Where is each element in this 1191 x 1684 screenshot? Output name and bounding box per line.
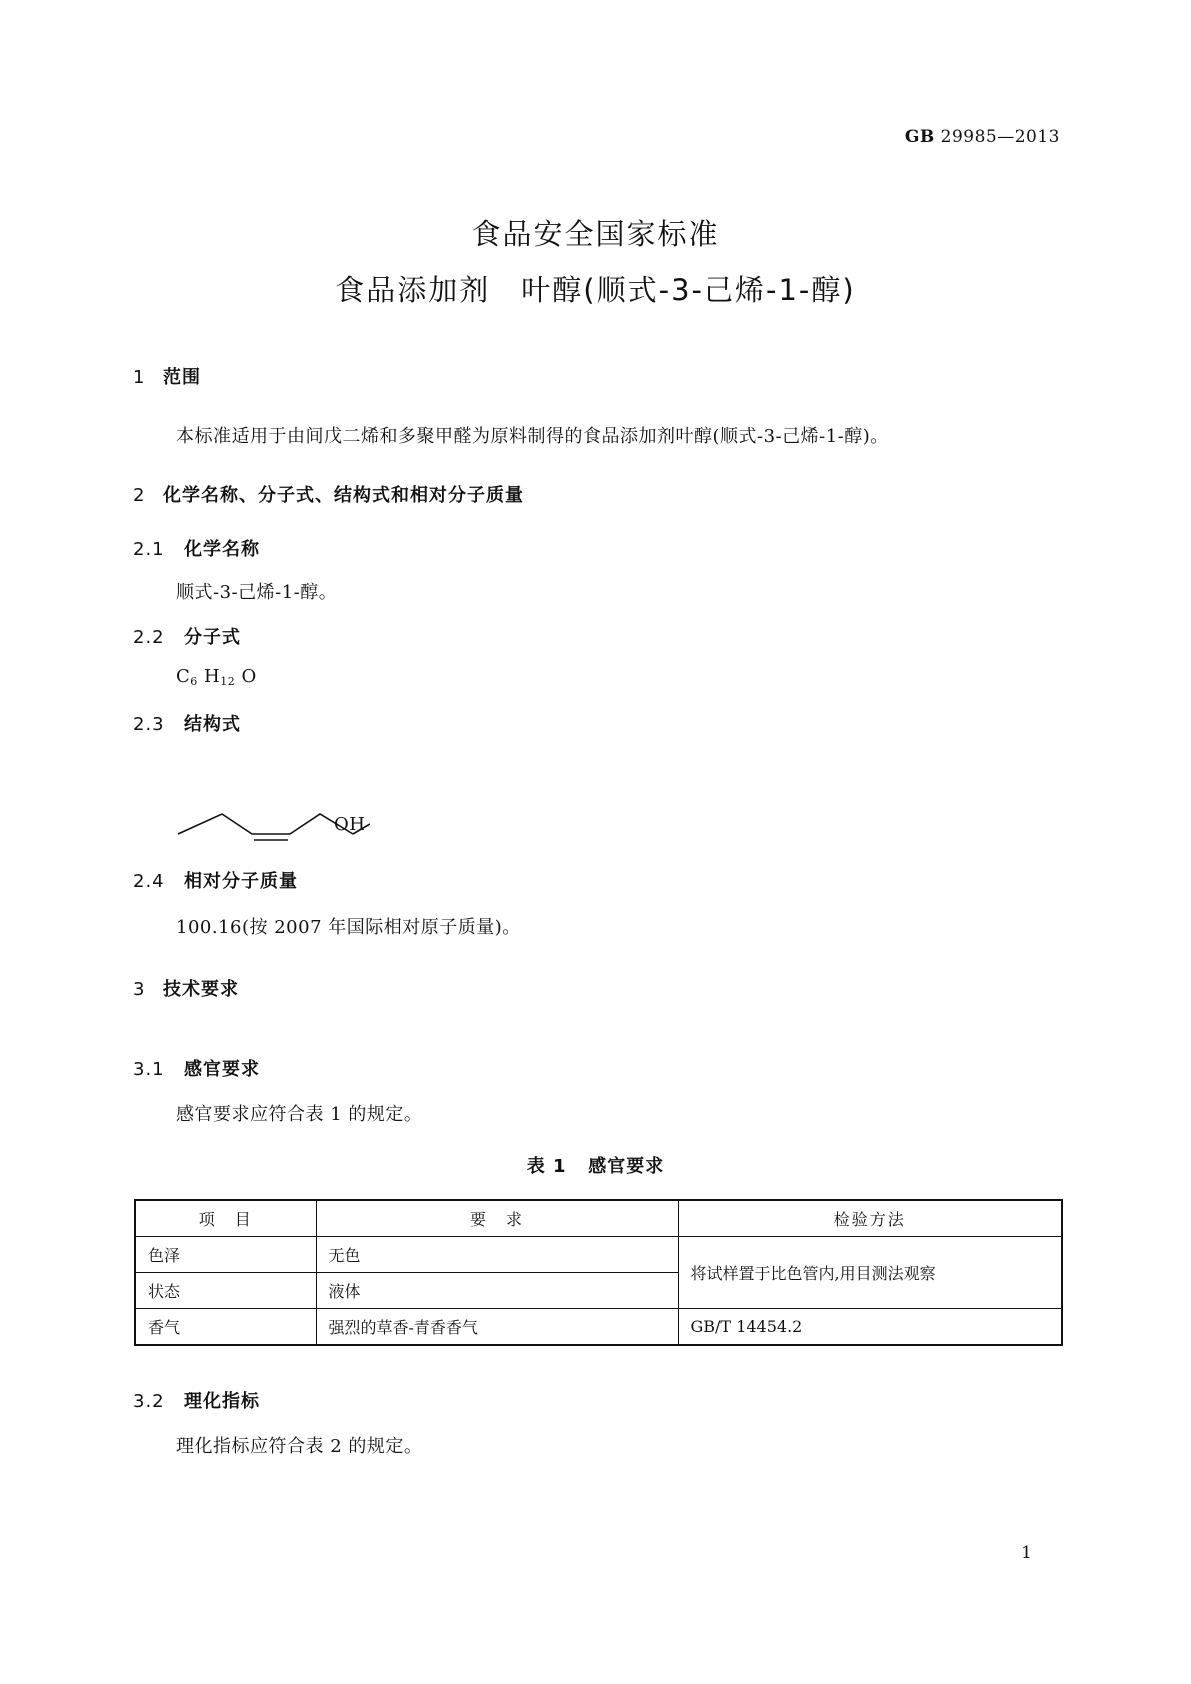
- section-3-2-heading: [133, 1387, 260, 1413]
- section-number: 2.1: [133, 539, 165, 560]
- molecular-formula: [176, 666, 257, 688]
- section-title: 化学名称、分子式、结构式和相对分子质量: [163, 485, 524, 506]
- formula-hydrogen-count: 12: [220, 675, 236, 688]
- section-title: 感官要求: [184, 1059, 260, 1080]
- header-requirement: 要 求: [316, 1200, 678, 1237]
- header-item: 项 目: [135, 1200, 316, 1237]
- sensory-requirements-table: [134, 1199, 1063, 1346]
- section-number: 2.3: [133, 714, 165, 735]
- section-number: 2: [133, 485, 146, 506]
- table-caption-title: 感官要求: [588, 1156, 665, 1177]
- section-title: 技术要求: [163, 979, 239, 1000]
- section-2-4-heading: [133, 867, 298, 893]
- section-number: 2.4: [133, 871, 165, 892]
- section-title: 理化指标: [184, 1391, 260, 1412]
- hydroxyl-label: OH: [334, 814, 366, 835]
- formula-carbon: C: [176, 666, 191, 687]
- cell-item: 状态: [135, 1273, 316, 1309]
- section-number: 1: [133, 367, 146, 388]
- section-title: 范围: [163, 367, 201, 388]
- cell-requirement: 强烈的草香-青香香气: [316, 1309, 678, 1346]
- section-3-1-heading: [133, 1055, 260, 1081]
- table-row: [135, 1309, 1062, 1346]
- cell-item: 色泽: [135, 1237, 316, 1273]
- document-title-line2: 食品添加剂 叶醇(顺式-3-己烯-1-醇): [335, 273, 856, 307]
- scope-paragraph: 本标准适用于由间戊二烯和多聚甲醛为原料制得的食品添加剂叶醇(顺式-3-己烯-1-醇)。: [176, 426, 889, 447]
- section-number: 2.2: [133, 627, 165, 648]
- physicochemical-text: 理化指标应符合表 2 的规定。: [176, 1436, 423, 1457]
- cell-method: GB/T 14454.2: [678, 1309, 1062, 1346]
- section-2-2-heading: [133, 623, 241, 649]
- chemical-name: 顺式-3-己烯-1-醇。: [176, 582, 338, 603]
- section-title: 化学名称: [184, 539, 260, 560]
- page-number: 1: [1021, 1543, 1032, 1563]
- sensory-requirement-text: 感官要求应符合表 1 的规定。: [176, 1104, 423, 1125]
- section-title: 结构式: [184, 714, 241, 735]
- section-3-heading: [133, 975, 239, 1001]
- formula-oxygen: O: [241, 666, 257, 687]
- header-method: 检验方法: [678, 1200, 1062, 1237]
- section-number: 3: [133, 979, 146, 1000]
- standard-code: 29985—2013: [940, 127, 1060, 147]
- section-title: 分子式: [184, 627, 241, 648]
- table-caption-number: 表 1: [526, 1156, 567, 1177]
- section-1-heading: [133, 363, 201, 389]
- section-2-3-heading: [133, 710, 241, 736]
- section-number: 3.2: [133, 1391, 165, 1412]
- standard-number: [905, 127, 1060, 147]
- section-2-heading: [133, 481, 524, 507]
- formula-carbon-count: 6: [190, 675, 198, 688]
- relative-molecular-mass: 100.16(按 2007 年国际相对原子质量)。: [176, 917, 521, 938]
- section-title: 相对分子质量: [184, 871, 298, 892]
- cell-requirement: 无色: [316, 1237, 678, 1273]
- carbon-chain: [178, 814, 353, 834]
- table-row: [135, 1237, 1062, 1273]
- table-header-row: [135, 1200, 1062, 1237]
- cell-method-merged: 将试样置于比色管内,用目测法观察: [678, 1237, 1062, 1309]
- cell-requirement: 液体: [316, 1273, 678, 1309]
- cell-item: 香气: [135, 1309, 316, 1346]
- section-number: 3.1: [133, 1059, 165, 1080]
- section-2-1-heading: [133, 535, 260, 561]
- formula-hydrogen: H: [204, 666, 221, 687]
- document-title-line1: 食品安全国家标准: [471, 217, 720, 251]
- standard-prefix: GB: [904, 127, 935, 147]
- table-1-caption: [0, 1152, 1191, 1178]
